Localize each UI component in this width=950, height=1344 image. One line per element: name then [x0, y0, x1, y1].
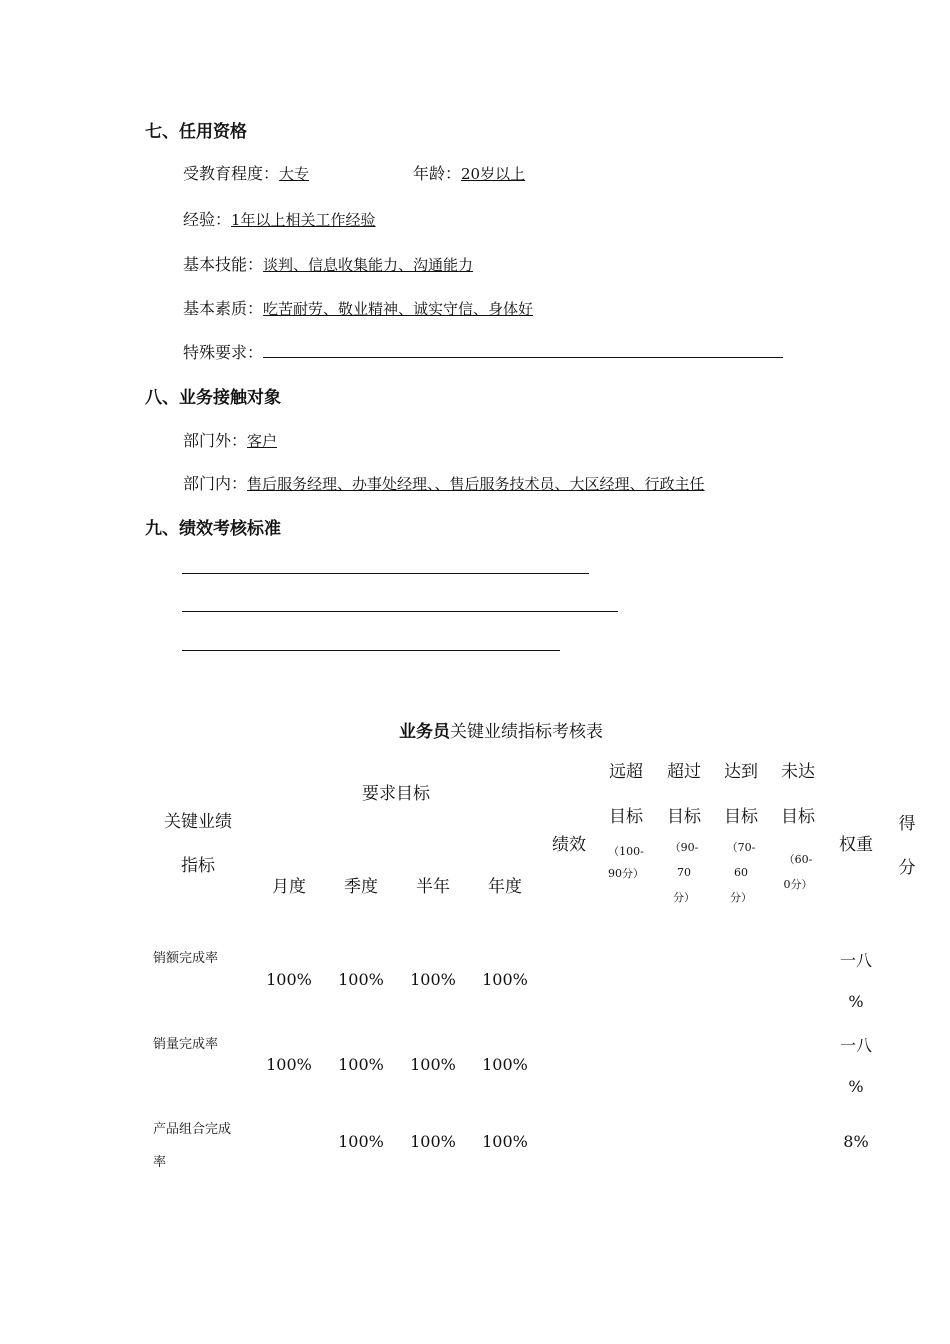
special-blank: [263, 343, 783, 358]
header-reach-line3: （70-: [726, 841, 756, 854]
section7-heading: 七、任用资格: [145, 122, 247, 142]
section8-heading: 八、业务接触对象: [145, 388, 281, 408]
header-half: 半年: [416, 877, 450, 897]
blank-line-1: [182, 573, 589, 574]
header-month: 月度: [272, 877, 306, 897]
header-far-line2: 目标: [609, 807, 643, 827]
internal-row: [183, 471, 705, 494]
header-weight: 权重: [839, 835, 873, 855]
header-reach: [714, 750, 768, 906]
section9-heading: 九、绩效考核标准: [145, 519, 281, 539]
header-score: [893, 802, 921, 890]
row2-quarter: 100%: [338, 1055, 384, 1074]
header-reach-line1: 达到: [724, 762, 758, 782]
education-value: 大专: [279, 165, 310, 183]
header-year: 年度: [488, 877, 522, 897]
header-score-line2: 分: [898, 858, 916, 878]
header-kpi-line1: 关键业绩: [164, 812, 232, 832]
education-label: 受教育程度：: [183, 164, 280, 183]
row3-quarter: 100%: [338, 1132, 384, 1151]
table-title-rest: 关键业绩指标考核表: [450, 722, 603, 742]
header-miss: [771, 750, 825, 902]
skills-value: 谈判、信息收集能力、沟通能力: [263, 256, 474, 274]
internal-value: 售后服务经理、办事处经理、、售后服务技术员、大区经理、行政主任: [247, 475, 705, 493]
header-score-line1: 得: [898, 814, 916, 834]
row1-weight-line2: %: [848, 992, 864, 1011]
row1-year: 100%: [482, 970, 528, 989]
experience-row: [183, 207, 376, 230]
header-far-exceed: [600, 750, 652, 888]
header-miss-line3: （60-: [783, 853, 813, 866]
header-kpi: [150, 800, 246, 888]
row1-quarter: 100%: [338, 970, 384, 989]
header-reach-line4: 60: [734, 866, 748, 879]
header-miss-line2: 目标: [781, 807, 815, 827]
education-row: [183, 161, 345, 184]
row3-name-line2: 率: [153, 1155, 167, 1170]
special-row: [183, 340, 783, 363]
header-reach-line5: 分）: [730, 891, 752, 904]
header-miss-line4: 0分）: [783, 878, 813, 891]
row2-half: 100%: [410, 1055, 456, 1074]
header-far-line1: 远超: [609, 762, 643, 782]
header-exceed-line4: 70: [677, 866, 691, 879]
external-label: 部门外：: [183, 431, 248, 450]
row1-half: 100%: [410, 970, 456, 989]
special-label: 特殊要求：: [183, 343, 264, 362]
row3-half: 100%: [410, 1132, 456, 1151]
blank-line-3: [182, 650, 560, 651]
header-exceed-line1: 超过: [667, 762, 701, 782]
internal-label: 部门内：: [183, 474, 248, 493]
header-kpi-line2: 指标: [181, 856, 215, 876]
row2-year: 100%: [482, 1055, 528, 1074]
qualities-value: 吃苦耐劳、敬业精神、诚实守信、身体好: [263, 300, 534, 318]
header-exceed: [657, 750, 711, 906]
row3-year: 100%: [482, 1132, 528, 1151]
row2-weight-line2: %: [848, 1077, 864, 1096]
qualities-label: 基本素质：: [183, 299, 264, 318]
row3-weight: 8%: [843, 1132, 869, 1151]
skills-row: [183, 252, 473, 275]
experience-value: 1年以上相关工作经验: [231, 211, 376, 229]
external-row: [183, 428, 277, 451]
header-quarter: 季度: [344, 877, 378, 897]
header-exceed-line5: 分）: [673, 891, 695, 904]
row1-weight-line1: 一八: [839, 951, 872, 970]
experience-label: 经验：: [183, 210, 232, 229]
header-performance: 绩效: [552, 835, 586, 855]
header-reach-line2: 目标: [724, 807, 758, 827]
row2-month: 100%: [266, 1055, 312, 1074]
header-far-line3: （100-: [608, 845, 644, 858]
table-title-bold: 业务员: [399, 722, 450, 742]
blank-line-2: [182, 611, 618, 612]
header-target: 要求目标: [362, 784, 430, 804]
age-row: [413, 161, 573, 184]
row1-month: 100%: [266, 970, 312, 989]
row2-name: 销量完成率: [153, 1037, 219, 1052]
header-far-line4: 90分）: [608, 867, 644, 880]
row1-name: 销额完成率: [153, 951, 219, 966]
table-title: [399, 717, 603, 742]
header-exceed-line2: 目标: [667, 807, 701, 827]
age-value: 20岁以上: [461, 165, 526, 183]
header-exceed-line3: （90-: [669, 841, 699, 854]
skills-label: 基本技能：: [183, 255, 264, 274]
external-value: 客户: [247, 432, 278, 450]
age-label: 年龄：: [413, 164, 462, 183]
row3-name-line1: 产品组合完成: [153, 1122, 232, 1137]
row2-weight-line1: 一八: [839, 1036, 872, 1055]
qualities-row: [183, 296, 533, 319]
header-miss-line1: 未达: [781, 762, 815, 782]
